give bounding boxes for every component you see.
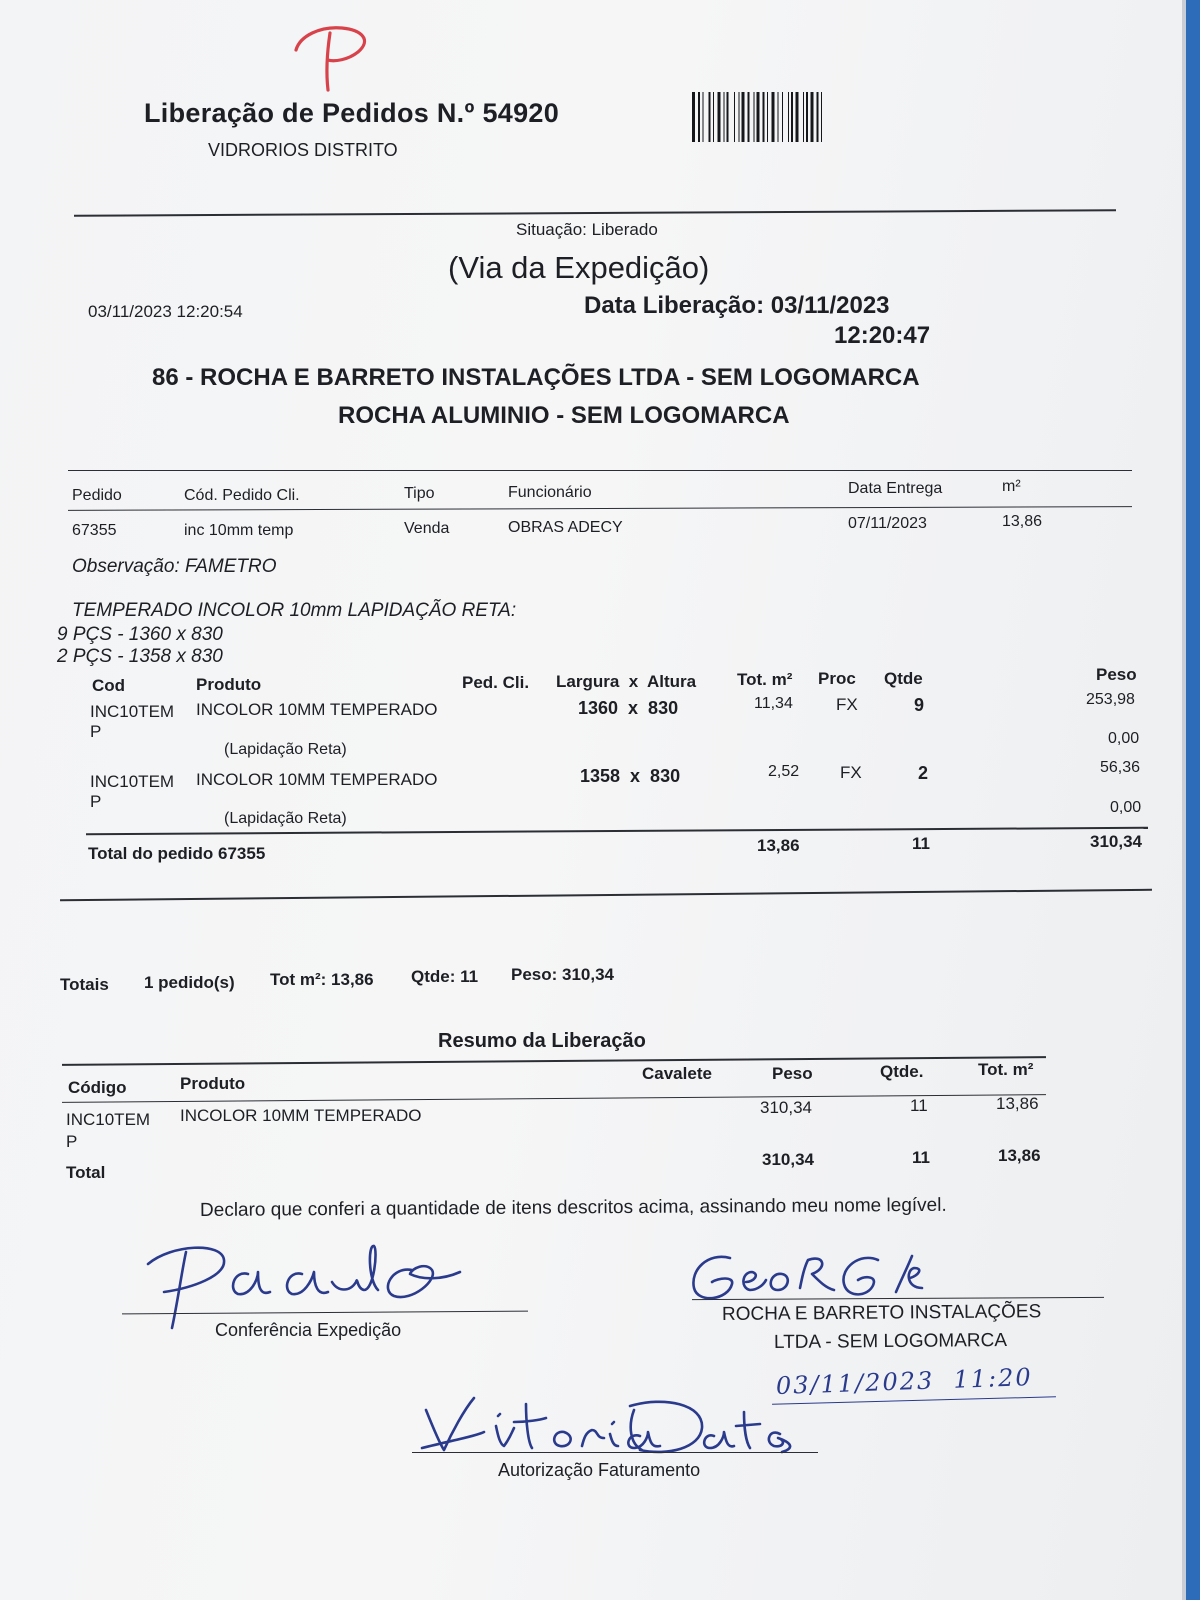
- totals-qtde: Qtde: 11: [411, 967, 479, 986]
- order-pedido-value: 67355: [72, 522, 117, 539]
- client-alias: ROCHA ALUMINIO - SEM LOGOMARCA: [338, 402, 790, 429]
- items-col-produto: Produto: [196, 675, 262, 694]
- item-dimensions: 1360 x 830: [578, 698, 679, 718]
- items-bottom-rule: [60, 889, 1152, 901]
- item-produto: INCOLOR 10MM TEMPERADO: [196, 700, 438, 719]
- order-table-top-rule: [68, 470, 1132, 471]
- header-divider: [74, 209, 1116, 216]
- order-data-entrega-value: 07/11/2023: [848, 515, 927, 532]
- items-col-peso: Peso: [1096, 665, 1137, 684]
- release-time: 12:20:47: [834, 322, 931, 349]
- handwritten-signature-date: 03/11/2023 11:20: [775, 1363, 1034, 1400]
- summary-header-rule: [62, 1094, 1046, 1103]
- item-cod: INC10TEM: [90, 772, 175, 791]
- via-label: (Via da Expedição): [448, 250, 710, 285]
- signature-label-client-2: LTDA - SEM LOGOMARCA: [773, 1329, 1008, 1353]
- summary-tot-m2: 13,86: [996, 1094, 1039, 1113]
- order-total-peso: 310,34: [1090, 832, 1142, 851]
- item-produto: INCOLOR 10MM TEMPERADO: [196, 770, 438, 789]
- items-col-ped-cli: Ped. Cli.: [462, 673, 530, 692]
- summary-col-produto: Produto: [180, 1074, 246, 1093]
- item-tot-m2: 2,52: [768, 763, 800, 780]
- order-m2-value: 13,86: [1002, 513, 1043, 530]
- item-qtde: 2: [918, 763, 929, 783]
- handwritten-p-mark: [290, 18, 380, 98]
- print-datetime: 03/11/2023 12:20:54: [88, 302, 243, 321]
- totals-label: Totais: [60, 975, 109, 994]
- signature-label-client: ROCHA E BARRETO INSTALAÇÕES: [721, 1301, 1042, 1325]
- order-note-line: 2 PÇS - 1358 x 830: [57, 646, 223, 667]
- summary-total-peso: 310,34: [762, 1150, 814, 1169]
- col-m2: m²: [1002, 478, 1021, 495]
- summary-col-peso: Peso: [772, 1064, 813, 1083]
- order-total-m2: 13,86: [757, 836, 800, 855]
- items-col-largura-altura: Largura x Altura: [556, 672, 697, 691]
- order-total-qtde: 11: [912, 834, 930, 853]
- summary-col-qtde: Qtde.: [880, 1062, 924, 1081]
- col-funcionario: Funcionário: [508, 484, 592, 501]
- signature-faturamento: [414, 1392, 794, 1464]
- summary-qtde: 11: [910, 1096, 928, 1115]
- summary-peso: 310,34: [760, 1098, 812, 1117]
- order-funcionario-value: OBRAS ADECY: [508, 519, 623, 536]
- background-edge: [1182, 0, 1200, 1600]
- col-data-entrega: Data Entrega: [848, 480, 943, 497]
- summary-col-codigo: Código: [68, 1078, 127, 1097]
- item-service: (Lapidação Reta): [224, 741, 347, 758]
- item-peso: 253,98: [1086, 691, 1135, 708]
- item-service: (Lapidação Reta): [224, 810, 347, 827]
- item-proc: FX: [836, 695, 858, 714]
- totals-m2: Tot m²: 13,86: [270, 970, 374, 989]
- summary-total-qtde: 11: [912, 1148, 930, 1167]
- order-note-line: TEMPERADO INCOLOR 10mm LAPIDAÇÃO RETA:: [72, 600, 517, 621]
- company-name: VIDRORIOS DISTRITO: [208, 140, 398, 160]
- item-proc: FX: [840, 763, 862, 782]
- items-col-proc: Proc: [818, 669, 856, 688]
- item-tot-m2: 11,34: [754, 695, 793, 712]
- order-note-line: 9 PÇS - 1360 x 830: [57, 624, 223, 645]
- page-title: Liberação de Pedidos N.º 54920: [144, 98, 560, 128]
- summary-codigo: INC10TEM: [66, 1110, 151, 1129]
- summary-total-tot-m2: 13,86: [998, 1146, 1041, 1165]
- signature-label-faturamento: Autorização Faturamento: [498, 1460, 701, 1480]
- summary-total-label: Total: [66, 1163, 106, 1182]
- item-cod: INC10TEM: [90, 702, 175, 721]
- items-col-tot-m2: Tot. m²: [737, 670, 793, 689]
- item-dimensions: 1358 x 830: [580, 766, 681, 786]
- items-col-qtde: Qtde: [884, 669, 923, 688]
- summary-codigo-wrap: P: [66, 1132, 78, 1151]
- col-cod-cli: Cód. Pedido Cli.: [184, 487, 300, 504]
- barcode: [692, 92, 876, 144]
- summary-title: Resumo da Liberação: [438, 1030, 646, 1052]
- totals-peso: Peso: 310,34: [511, 965, 615, 984]
- summary-produto: INCOLOR 10MM TEMPERADO: [180, 1106, 422, 1125]
- order-tipo-value: Venda: [404, 520, 450, 537]
- order-cod-cli-value: inc 10mm temp: [184, 522, 294, 539]
- client-name: 86 - ROCHA E BARRETO INSTALAÇÕES LTDA - SEM LOGOMARCA: [152, 364, 920, 391]
- order-table-header-rule: [68, 506, 1132, 511]
- item-cod-wrap: P: [90, 722, 102, 741]
- declaration-text: Declaro que conferi a quantidade de itens descritos acima, assinando meu nome legível.: [199, 1194, 947, 1221]
- items-total-rule: [86, 827, 1148, 835]
- signature-label-expedicao: Conferência Expedição: [215, 1320, 402, 1340]
- signature-expedicao: [142, 1240, 482, 1330]
- signature-line-faturamento: [412, 1452, 818, 1453]
- order-observation: Observação: FAMETRO: [72, 556, 277, 577]
- item-peso: 56,36: [1100, 759, 1141, 776]
- item-cod-wrap: P: [90, 792, 102, 811]
- item-service-peso: 0,00: [1108, 730, 1140, 747]
- col-tipo: Tipo: [404, 485, 435, 502]
- totals-pedidos: 1 pedido(s): [144, 973, 235, 992]
- status-label: Situação: Liberado: [516, 220, 658, 239]
- item-qtde: 9: [914, 695, 925, 715]
- release-date: Data Liberação: 03/11/2023: [584, 292, 890, 319]
- col-pedido: Pedido: [72, 487, 122, 504]
- order-total-label: Total do pedido 67355: [88, 844, 266, 863]
- items-col-cod: Cod: [92, 676, 126, 695]
- summary-col-tot-m2: Tot. m²: [978, 1060, 1034, 1079]
- item-service-peso: 0,00: [1110, 799, 1142, 816]
- summary-col-cavalete: Cavalete: [642, 1064, 712, 1083]
